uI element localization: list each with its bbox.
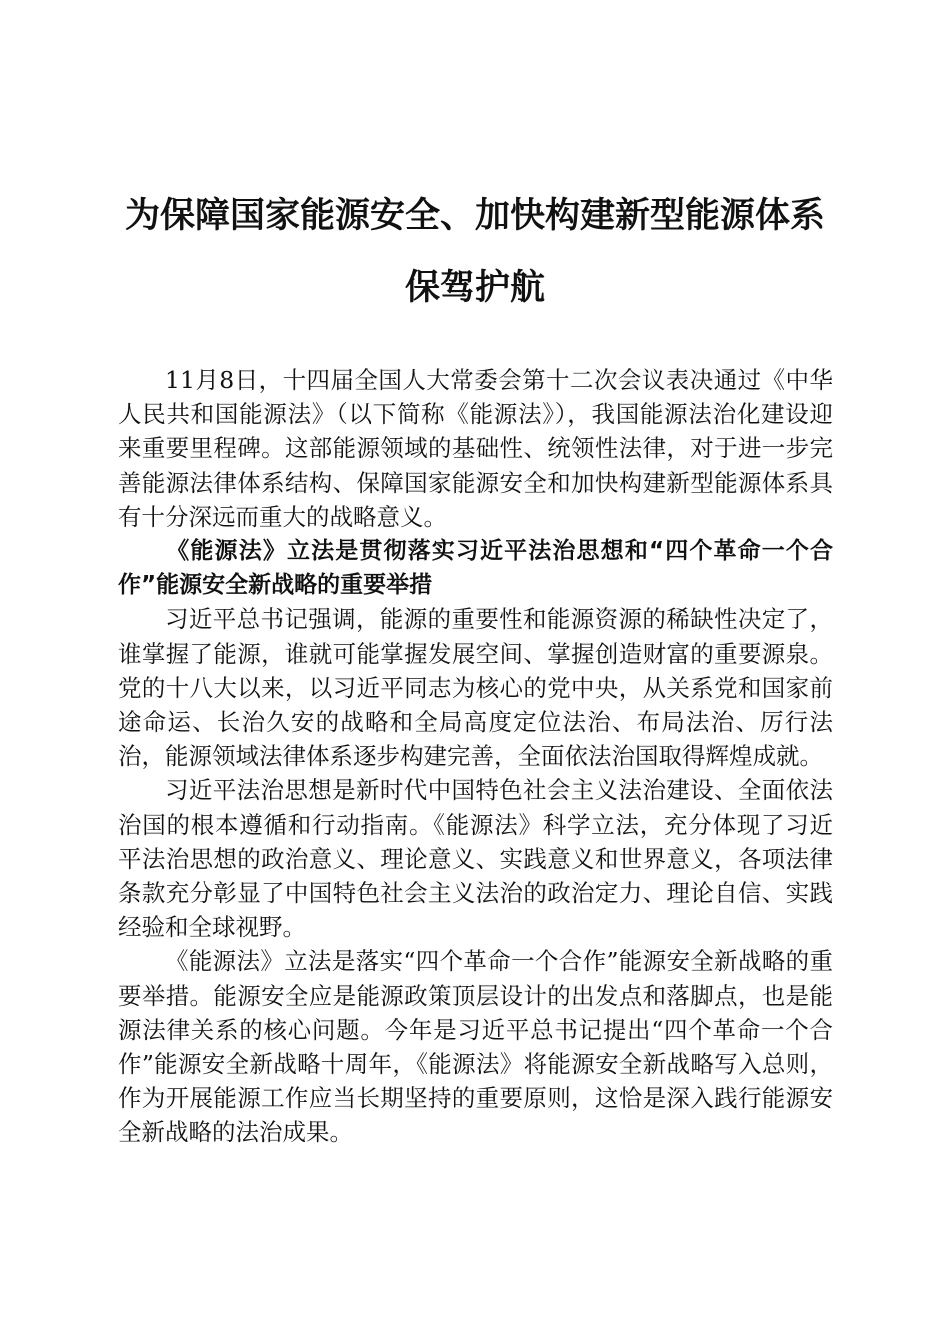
document-title-line-2: 保驾护航	[404, 267, 545, 308]
paragraph-energy-importance: 习近平总书记强调，能源的重要性和能源资源的稀缺性决定了，谁掌握了能源，谁就可能掌握发展空间、掌握创造财富的重要源泉。党的十八大以来，以习近平同志为核心的党中央，从关系党和国家前途命运、长治久安的战略和全局高度定位法治、布局法治、厉行法治，能源领域法律体系逐步构建完善，全面依法治国取得辉煌成就。	[118, 605, 833, 771]
document-title-line-1: 为保障国家能源安全、加快构建新型能源体系	[124, 195, 825, 236]
paragraph-energy-security-strategy: 《能源法》立法是落实“四个革命一个合作”能源安全新战略的重要举措。能源安全应是能源政策顶层设计的出发点和落脚点，也是能源法律关系的核心问题。今年是习近平总书记提出“四个革命一个合作”能源安全新战略十周年，《能源法》将能源安全新战略写入总则，作为开展能源工作应当长期坚持的重要原则，这恰是深入践行能源安全新战略的法治成果。	[118, 947, 833, 1147]
paragraph-rule-of-law-thought: 习近平法治思想是新时代中国特色社会主义法治建设、全面依法治国的根本遵循和行动指南。《能源法》科学立法，充分体现了习近平法治思想的政治意义、理论意义、实践意义和世界意义，各项法律条款充分彰显了中国特色社会主义法治的政治定力、理论自信、实践经验和全球视野。	[118, 776, 833, 942]
document-body	[118, 363, 833, 1150]
section-heading: 《能源法》立法是贯彻落实习近平法治思想和“四个革命一个合作”能源安全新战略的重要举措	[118, 538, 833, 599]
paragraph-intro: 11月8日，十四届全国人大常委会第十二次会议表决通过《中华人民共和国能源法》（以下简称《能源法》），我国能源法治化建设迎来重要里程碑。这部能源领域的基础性、统领性法律，对于进一步完善能源法律体系结构、保障国家能源安全和加快构建新型能源体系具有十分深远而重大的战略意义。	[118, 366, 833, 531]
